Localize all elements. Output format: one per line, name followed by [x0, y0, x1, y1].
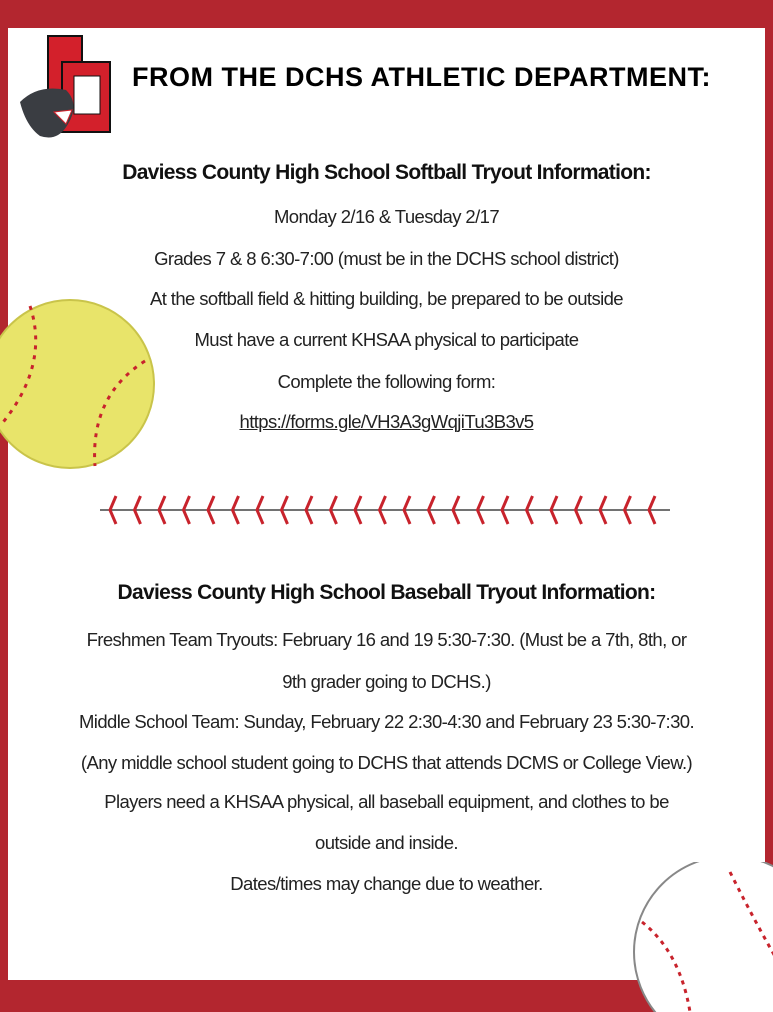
softball-line: Must have a current KHSAA physical to participate — [194, 329, 579, 350]
baseball-line: outside and inside. — [315, 832, 458, 853]
softball-line: Monday 2/16 & Tuesday 2/17 — [273, 206, 500, 227]
softball-line: Grades 7 & 8 6:30-7:00 (must be in the DCHS school district) — [154, 248, 619, 269]
baseball-line: Middle School Team: Sunday, February 22 2:30-4:30 and February 23 5:30-7:30. — [79, 711, 694, 732]
stitch-divider — [100, 492, 675, 528]
baseball-line: 9th grader going to DCHS.) — [282, 671, 491, 692]
baseball-line: (Any middle school student going to DCHS that attends DCMS or College View.) — [80, 752, 693, 773]
header-title: FROM THE DCHS ATHLETIC DEPARTMENT: — [132, 62, 711, 92]
baseball-line: Dates/times may change due to weather. — [230, 873, 543, 894]
baseball-title: Daviess County High School Baseball Tryout Information: — [117, 581, 656, 604]
baseball-line: Freshmen Team Tryouts: February 16 and 19 5:30-7:30. (Must be a 7th, 8th, or — [86, 629, 687, 650]
softball-line: Complete the following form: — [277, 371, 496, 392]
tryout-form-link[interactable]: https://forms.gle/VH3A3gWqjiTu3B3v5 — [239, 411, 534, 432]
baseball-line: Players need a KHSAA physical, all baseball equipment, and clothes to be — [104, 791, 669, 812]
dc-panther-logo — [18, 32, 130, 144]
softball-line: At the softball field & hitting building, be prepared to be outside — [149, 288, 623, 309]
softball-title: Daviess County High School Softball Tryout Information: — [122, 161, 651, 184]
